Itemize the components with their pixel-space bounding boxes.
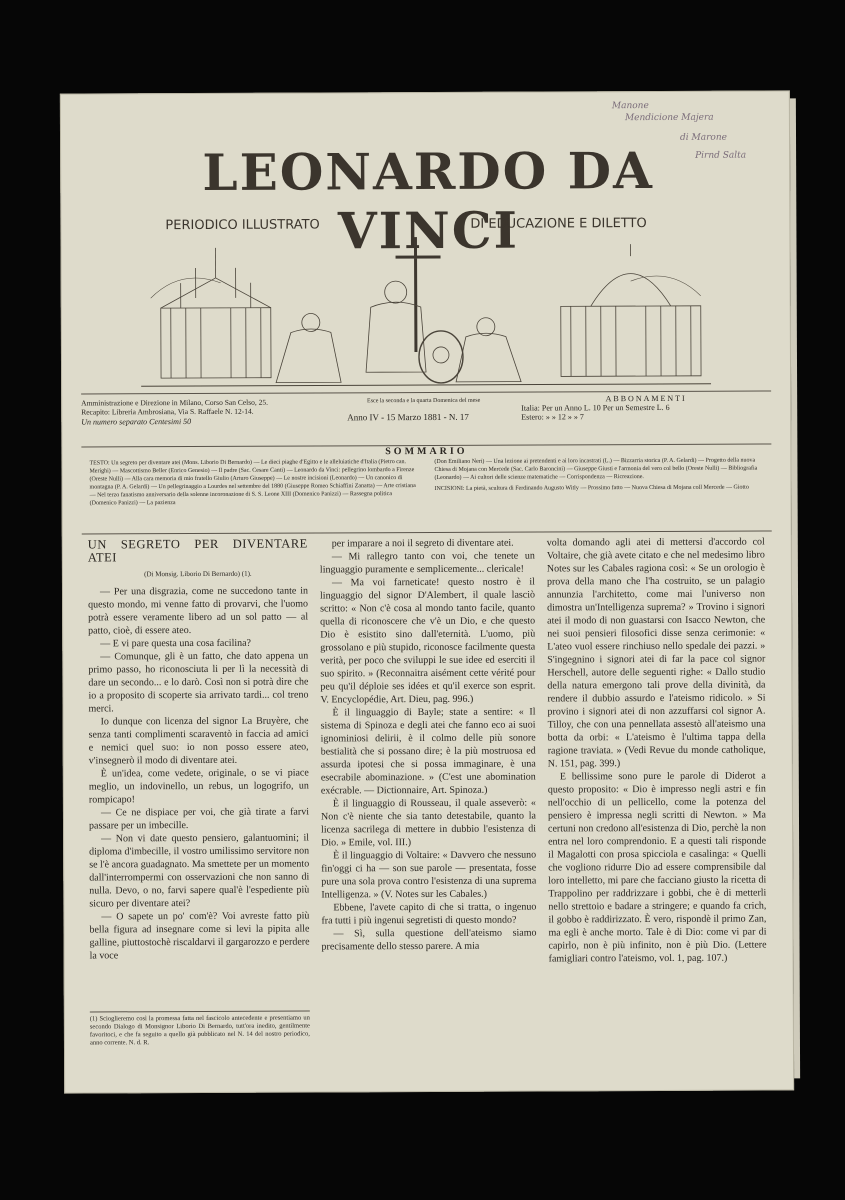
paragraph: — Per una disgrazia, come ne succedono tante in questo mondo, mi venne fatto di provarvi, che l'uomo potrà essere veramente libero ad un sol patto — al patto, cioè, di essere ateo. (88, 585, 309, 637)
sommario-box (89, 457, 769, 532)
handwritten-note-3: di Marone (679, 132, 727, 143)
sommario-incisioni: INCISIONI: La pietà, scultura di Ferdinando Augusto Witly — Prossimo fatto — Nuova Chiesa di Mojana coll Mercede — Giotto (434, 484, 749, 492)
allegorical-figures (275, 237, 521, 384)
paragraph: È il linguaggio di Voltaire: « Davvero che nessuno fin'oggi ci ha — son sue parole — presentata, fosse pure una sola prova contro l'esistenza di una suprema Intelligenza. » (V. Notes sur les Cabales.) (321, 849, 537, 901)
paragraph: — E vi pare questa una cosa facilina? (100, 637, 252, 650)
handwritten-note-1: Manone (611, 101, 649, 112)
paragraph: Ebbene, l'avete capito di che si tratta, o ingenuo fra tutti i più ingenui segretisti di questo mondo? (321, 901, 537, 927)
publication-frequency: Esce la seconda e la quarta Domenica del mese (367, 397, 481, 405)
article-column-3 (547, 536, 767, 966)
article-column-1 (88, 538, 310, 963)
handwritten-note-2: Mendicione Majera (624, 112, 714, 124)
masthead-subtitle-right: DI EDUCAZIONE E DILETTO (470, 216, 647, 232)
recapito-address: Recapito: Libreria Ambrosiana, Via S. Raffaele N. 12-14. (81, 406, 254, 417)
cathedral-drawing (160, 248, 271, 378)
paragraph: — Sì, sulla questione dell'ateismo siamo precisamente dello stesso parere. A mia (321, 927, 537, 953)
paragraph: — Ce ne dispiace per voi, che già tirate a farvi passare per un imbecille. (88, 806, 309, 832)
sommario-title: SOMMARIO (385, 445, 468, 458)
paragraph: — Mi rallegro tanto con voi, che tenete un linguaggio puramente e semplicemente... clericale! (319, 550, 535, 576)
paragraph: È un'idea, come vedete, originale, o se vi piace meglio, un indovinello, un rebus, un logogrifo, un rompicapo! (88, 767, 309, 806)
masthead (60, 90, 791, 393)
single-issue-price: Un numero separato Centesimi 50 (81, 417, 192, 427)
masthead-title: LEONARDO DA VINCI (202, 141, 654, 261)
paragraph: È il linguaggio di Bayle; state a sentire: « Il sistema di Spinoza e degli atei che fanno eco ai suoi ignominiosi delirii, è il colmo delle più sonore bestialità che si possano dire; è la più mostruosa ed assurda ipotesi che si possa immaginare, è una esecrabile abominazione. » (C'est une abomination exécrable. — Dictionnaire, Art. Spinoza.) (320, 706, 536, 797)
paragraph: E bellissime sono pure le parole di Diderot a questo proposito: « Dio è impresso negli astri e fin nell'occhio di un pellicello, come la potenza del pensiero è impressa negli scritti di Newton. » Ma certuni non credono all'esistenza di Dio, perchè la non entra nel loro comprendonio. E a questi tali risponde il Magalotti con prosa spicciola e casalinga: « Quelli che vogliono ridurre Dio ad essere comprensibile dal loro intelletto, mi pare che facciano giusto la ricetta di Trappolino per raddrizzare i gobbi, che è di metterli nello strettoio e badare a stringere; e quando fa crich, il gobbo è raddirizzato. È vero, rispondè il primo Zan, ma egli è anche morto. Tale è di Dio: come vi par di capirlo, non è più infinito, non è più Dio. (Lettere famigliari contro l'ateismo, vol. 1, pag. 107.) (547, 770, 767, 965)
abbonamenti-italia: Italia: Per un Anno L. 10 Per un Semestre L. 6 (521, 402, 670, 413)
publication-info-band (81, 390, 771, 447)
administration-address: Amministrazione e Direzione in Milano, Corso San Celso, 25. (81, 397, 269, 408)
basilica-drawing (560, 244, 701, 377)
paragraph: — Non vi date questo pensiero, galantuomini; il diploma d'imbecille, il vostro umilissimo servitore non se l'è ancora guadagnato. Ma smettete per un momento dall'interrompermi con osservazioni che non sanno di nulla. Devo, o no, farvi sapere qual'è l'espediente più sicuro per diventare atei? (89, 832, 310, 910)
paragraph: Io dunque con licenza del signor La Bruyère, che senza tanti complimenti scaraventò in faccia ad amici e nemici quel suo: io non posso essere ateo, v'insegnerò il modo di diventare atei. (88, 715, 309, 767)
abbonamenti-title: ABBONAMENTI (605, 393, 687, 404)
article-column-2 (320, 537, 537, 954)
paragraph: È il linguaggio di Rousseau, il quale asseverò: « Non c'è niente che sia tanto detestabile, quanto la licenza sacrilega di mettere in dubbio l'esistenza di Dio. » Emile, vol. III.) (320, 797, 537, 849)
newspaper-page (60, 90, 794, 1093)
paragraph: volta domando agli atei di mettersi d'accordo col Voltaire, che già avete citato e che nel medesimo libro Notes sur les Cabales ragiona così: « Se un orologio è prova della mano che l'ha costruito, se un palagio annunzia l'architetto, come mai l'universo non dimostra un'Intelligenza suprema? » Trovino i signori atei il modo di non guastarsi con Isacco Newton, che nei suoi pensieri filosofici disse senza cerimonie: « L'ateo vuol essere rinchiuso nello spedale dei pazzi. » S'ingegnino i signori atei di far la pace col signor Herschell, autore delle seguenti righe: « Dallo studio della natura emergono tali prove della divinità, da rendere il dubbio assurdo e l'ateismo ridicolo. » Si provino i signori atei di non azzuffarsi col signor A. Tilloy, che con una pennellata assestò all'ateismo una botta da orbi: « L'ateismo è l'ultima tappa della ragione traviata. » (Vedi Revue du monde catholique, N. 151, pag. 399.) (546, 536, 766, 770)
sommario-right: (Don Emiliano Neri) — Una lezione ai pretendenti e ai loro incastrati (L.) — Bizzarria storica (P. A. Gelardi) — Progetto della nuova Chiesa di Mojana con Mercede (Sac. Carlo Baroncini) — Giuseppe Giusti e l'armonia del vero col bello (Oreste Nulli) — Bibliografia (Leonardo) — Ai cultori delle scienze matematiche — Corrispondenza — Ricreazione. (434, 457, 758, 481)
handwritten-note-4: Pirnd Salta (695, 150, 747, 161)
masthead-subtitle-left: PERIODICO ILLUSTRATO (165, 217, 320, 234)
divider (82, 530, 772, 534)
paragraph: per imparare a noi il segreto di diventare atei. (331, 537, 514, 550)
abbonamenti-estero: Estero: » » 12 » » 7 (521, 412, 584, 422)
issue-number: Anno IV - 15 Marzo 1881 - N. 17 (347, 411, 469, 423)
article-byline: (Di Monsig. Liborio Di Bernardo) (1). (144, 569, 252, 579)
footnote: (1) Scioglieremo così la promessa fatta nel fascicolo antecedente e presentiamo un secondo Dialogo di Monsignor Liborio Di Bernardo, tutt'ora inedito, gentilmente favoritoci, e che fa seguito a quello già pubblicato nel N. 14 del nostro periodico, anno corrente. N. d. R. (90, 1011, 310, 1048)
sommario-left: TESTO: Un segreto per diventare atei (Mons. Liborio Di Bernardo) — Le dieci piaghe d'Egitto e le alleluiatiche d'Italia (Pietro can. Merighi) — Mascottismo Beller (Enrico Genesio) — Il padre (Sac. Cesare Canti) — Leonardo da Vinci: pellegrino lombardo a Firenze (Oreste Nulli) — Alla cara memoria di mio fratello Giulio (Arturo Giuseppe) — Le nostre incisioni (Leonardo) — Un canonico di montagna (P. A. Gelardi) — Un pellegrinaggio a Lourdes nel settembre del 1880 (Giuseppe Romeo Schiaffini Zanatta) — Arte cristiana — Nel terzo fanatismo anniversario della solenne incoronazione di S. S. Leone XIII (Domenico Panizzi) — Rassegna politica (Domenico Panizzi) — La pazienza (89, 459, 416, 507)
paragraph: — Ma voi farneticate! questo nostro è il linguaggio del signor D'Alembert, il quale lasciò scritto: « Non c'è cosa al mondo tanto facile, quanto quella di riconoscere che v'è un Dio, e che questo Dio è esistito sino dall'eternità. L'uomo, più grossolano e più stupido, riconosce facilmente questa verità, per poco che sviluppi le sue idee ed eserciti il suo spirito. » (Reconnaitra aisément cette vérité pour peu qu'il déploie ses idées et qu'il exerce son esprit. V. Encyclopédie, Art. Dieu, pag. 996.) (319, 576, 536, 706)
paragraph: — O sapete un po' com'è? Voi avreste fatto più bella figura ad insegnare come si levi la pipita alle galline, piuttostochè riscaldarvi il gargarozzo e perdere la voce (89, 910, 310, 962)
paragraph: — Comunque, gli è un fatto, che dato appena un primo passo, ho riconosciuta li per lì la necessità di dare un secondo... e lo darò. Così non si potrà dire che io a proposito di scoperte sia arrivato tardi... col treno merci. (88, 650, 309, 715)
article-title: UN SEGRETO PER DIVENTARE ATEI (87, 536, 308, 565)
masthead-illustration (140, 236, 711, 388)
